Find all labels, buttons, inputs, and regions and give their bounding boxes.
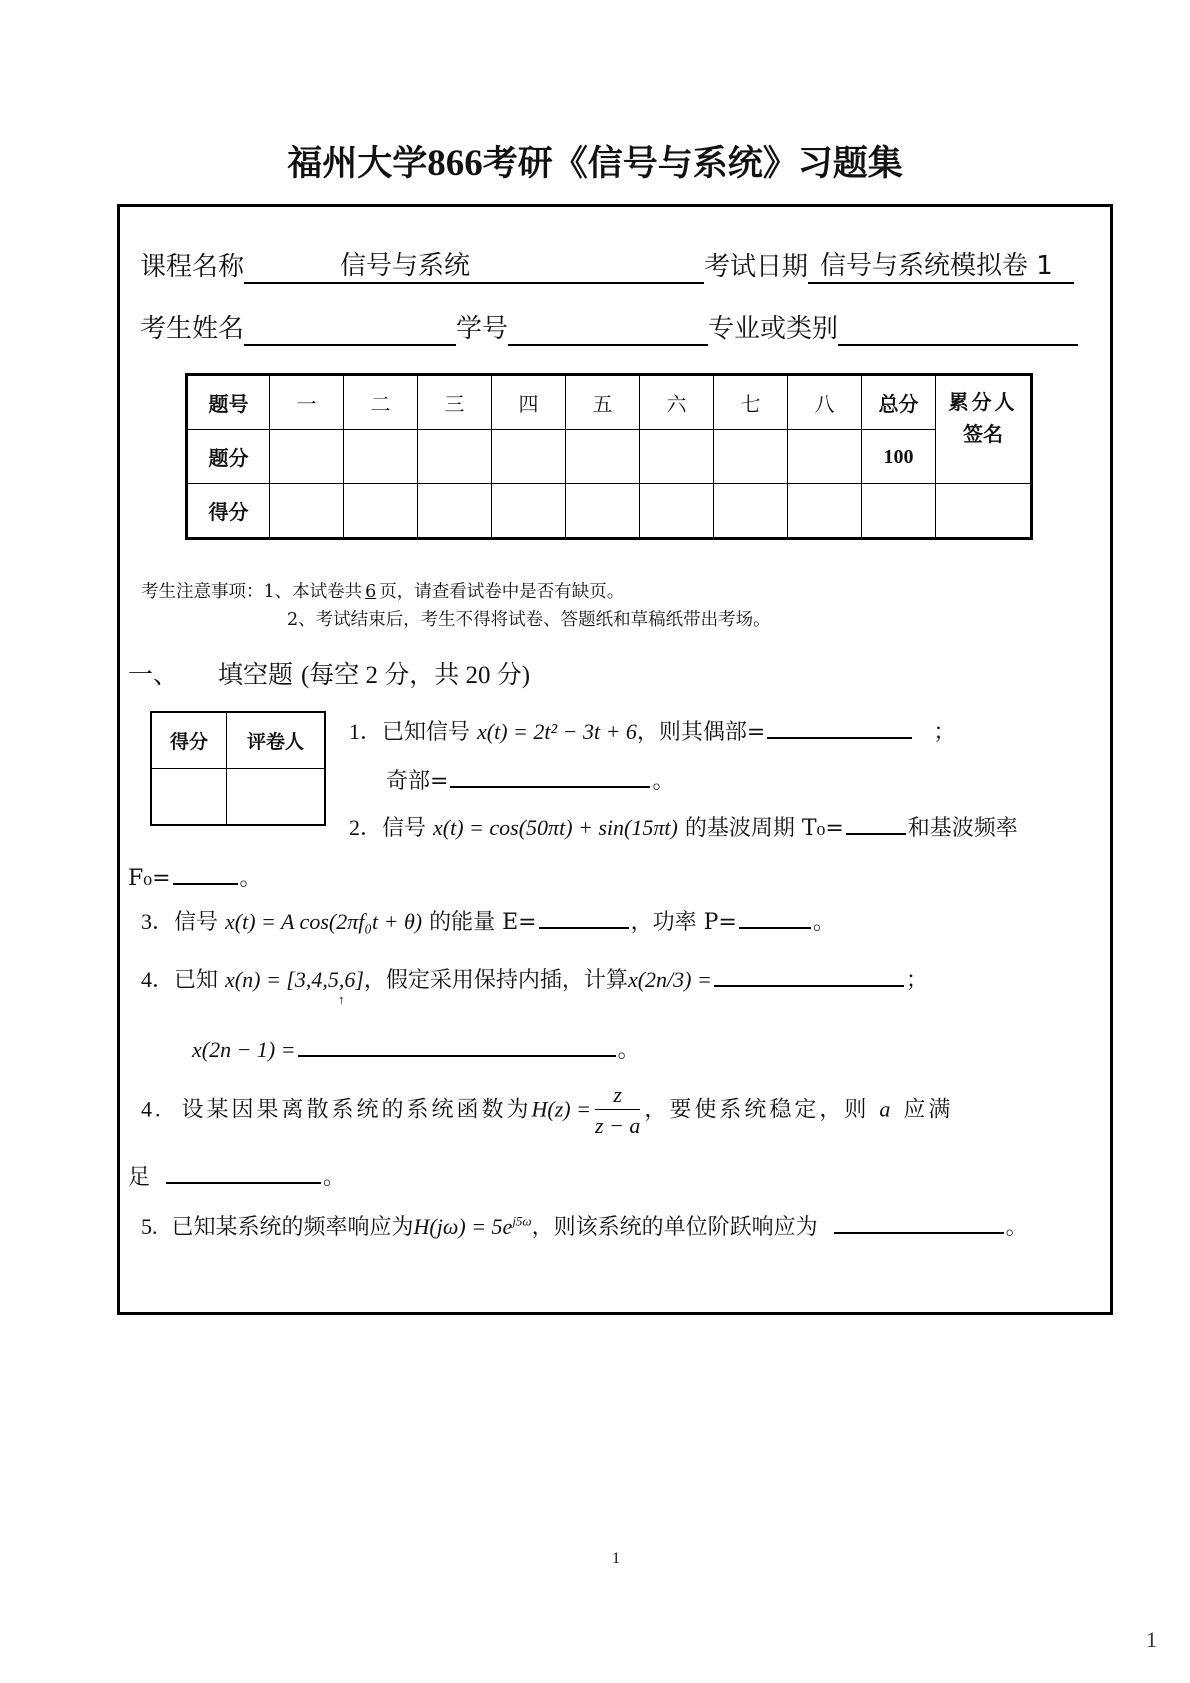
score-cell[interactable] <box>492 484 566 539</box>
q4-formula: x(n) = [3,4,5,6] <box>225 967 364 992</box>
row-label-question-number: 题号 <box>187 375 270 430</box>
q4b-numerator: z <box>595 1083 640 1110</box>
q4b-number: 4. <box>141 1096 164 1122</box>
q4-number: 4． <box>141 967 175 992</box>
question-2 <box>349 811 1018 842</box>
score-cell[interactable] <box>566 484 640 539</box>
score-table <box>185 373 1033 540</box>
q4b-end: 。 <box>323 1165 346 1190</box>
q4b-text-a: 设某因果离散系统的系统函数为 <box>181 1097 532 1123</box>
total-points: 100 <box>883 446 914 468</box>
course-row <box>140 250 1074 284</box>
q3-text-c: ，功率 P= <box>630 910 737 935</box>
q5-text-a: 已知某系统的频率响应为 <box>171 1215 414 1240</box>
notes-item1-a: 1、本试卷共 <box>263 582 363 602</box>
signer-cell[interactable] <box>936 375 1032 484</box>
notes-page-count: 6 <box>365 582 377 602</box>
score-cell[interactable] <box>714 484 788 539</box>
q3-text-b: 的能量 E= <box>429 910 537 935</box>
q2-f0-label: F₀= <box>128 866 171 891</box>
corner-page-number: 1 <box>1146 1627 1157 1652</box>
exam-date-field[interactable] <box>808 250 1074 284</box>
q5-text-b: ，则该系统的单位阶跃响应为 <box>531 1215 818 1240</box>
q4-end-a: ； <box>905 968 928 993</box>
table-row <box>187 430 1032 484</box>
grader-score-label: 得分 <box>151 712 227 769</box>
q5-end: 。 <box>1005 1215 1028 1240</box>
score-cell[interactable] <box>862 484 936 539</box>
q2-text-c: 和基波频率 <box>907 816 1018 841</box>
table-row <box>151 769 325 826</box>
question-3 <box>141 905 835 936</box>
q5-exponent: j5ω <box>512 1213 532 1229</box>
q1-formula: x(t) = 2t² − 3t + 6 <box>477 719 637 744</box>
q4-text-b: ，假定采用保持内插，计算 <box>363 968 628 993</box>
q1-odd-label: 奇部= <box>386 769 449 794</box>
col-6: 六 <box>640 375 714 430</box>
question-4b <box>141 1083 953 1138</box>
course-value: 信号与系统 <box>340 251 471 281</box>
q2-frequency-blank[interactable] <box>173 861 238 885</box>
points-cell[interactable] <box>788 430 862 484</box>
q2-text-b: 的基波周期 T₀= <box>684 816 844 841</box>
question-1 <box>349 715 955 746</box>
section-number: 一、 <box>128 660 179 689</box>
q3-power-blank[interactable] <box>739 905 811 929</box>
q1-text-b: ，则其偶部= <box>636 720 766 745</box>
col-4: 四 <box>492 375 566 430</box>
notes-line-2: 2、考试结束后，考生不得将试卷、答题纸和草稿纸带出考场。 <box>287 610 771 630</box>
q4-interp-blank[interactable] <box>714 963 904 987</box>
score-cell[interactable] <box>344 484 418 539</box>
q1-text-a: 已知信号 <box>382 720 471 745</box>
question-1-odd <box>386 764 674 795</box>
points-cell[interactable] <box>714 430 788 484</box>
student-id-label: 学号 <box>456 314 509 344</box>
grader-table <box>150 711 326 826</box>
score-cell[interactable] <box>418 484 492 539</box>
q4b-fraction <box>595 1083 640 1138</box>
q3-formula: x(t) = A cos(2πf₀t + θ) <box>225 909 423 934</box>
col-total: 总分 <box>862 375 936 430</box>
major-label: 专业或类别 <box>708 314 839 344</box>
q2-end: 。 <box>239 866 262 891</box>
q4-text-a: 已知 <box>174 968 219 993</box>
score-cell[interactable] <box>270 484 344 539</box>
q4b-text-c: 应满 <box>903 1097 954 1123</box>
q1-even-blank[interactable] <box>767 715 912 739</box>
title-code: 866 <box>427 143 483 184</box>
name-label: 考生姓名 <box>140 314 245 344</box>
major-field[interactable] <box>838 312 1078 346</box>
course-label: 课程名称 <box>140 252 245 282</box>
title-suffix: 考研《信号与系统》习题集 <box>482 144 903 184</box>
points-cell[interactable] <box>418 430 492 484</box>
score-cell[interactable] <box>788 484 862 539</box>
score-cell[interactable] <box>640 484 714 539</box>
exam-date-value: 信号与系统模拟卷 1 <box>820 251 1053 281</box>
q4-origin-marker: ↑ <box>338 992 345 1007</box>
q3-number: 3． <box>141 909 175 934</box>
q4b-var: a <box>879 1096 894 1122</box>
student-id-field[interactable] <box>508 312 708 346</box>
q2-number: 2． <box>349 815 383 840</box>
q3-energy-blank[interactable] <box>539 905 629 929</box>
col-8: 八 <box>788 375 862 430</box>
row-label-score: 得分 <box>187 484 270 539</box>
question-4-part-b <box>192 1033 640 1064</box>
points-cell[interactable] <box>640 430 714 484</box>
q4b-stability-blank[interactable] <box>166 1160 321 1184</box>
course-field[interactable] <box>244 250 704 284</box>
notes-item1-b: 页，请查看试卷中是否有缺页。 <box>379 582 625 602</box>
row-label-points: 题分 <box>187 430 270 484</box>
col-3: 三 <box>418 375 492 430</box>
q3-end: 。 <box>812 910 835 935</box>
col-5: 五 <box>566 375 640 430</box>
question-4b-cont <box>128 1160 345 1191</box>
q2-period-blank[interactable] <box>846 811 906 835</box>
q2-formula: x(t) = cos(50πt) + sin(15πt) <box>433 815 678 840</box>
table-row <box>187 375 1032 430</box>
q1-number: 1． <box>349 719 383 744</box>
q4-formula-c: x(2n − 1) = <box>192 1037 296 1062</box>
signer-label-1: 累分人 <box>948 390 1018 414</box>
col-1: 一 <box>270 375 344 430</box>
table-row <box>151 712 325 769</box>
q3-text-a: 信号 <box>174 910 219 935</box>
question-4 <box>141 963 928 994</box>
q5-number: 5. <box>141 1214 158 1239</box>
q4-end-b: 。 <box>617 1038 640 1063</box>
q5-step-response-blank[interactable] <box>834 1210 1004 1234</box>
col-2: 二 <box>344 375 418 430</box>
q4b-text-b: ，要使系统稳定，则 <box>644 1097 870 1123</box>
notes-line-1 <box>141 578 624 603</box>
grader-name-label: 评卷人 <box>227 712 326 769</box>
col-7: 七 <box>714 375 788 430</box>
signer-label-2: 签名 <box>963 422 1003 446</box>
title-prefix: 福州大学 <box>287 144 428 184</box>
signer-signature-cell[interactable] <box>936 484 1032 539</box>
q4b-denominator: z − a <box>594 1113 641 1138</box>
grader-name-cell[interactable] <box>227 769 326 826</box>
q4b-text-d: 足 <box>128 1165 151 1190</box>
section-header <box>128 655 530 691</box>
question-5 <box>141 1210 1028 1241</box>
student-row <box>140 312 1078 346</box>
q4-shift-blank[interactable] <box>298 1033 616 1057</box>
points-cell[interactable] <box>344 430 418 484</box>
q4-formula-b: x(2n/3) = <box>627 967 712 992</box>
q1-end-a: ； <box>933 720 956 745</box>
exam-date-label: 考试日期 <box>704 252 809 282</box>
page-number: 1 <box>612 1550 620 1567</box>
question-2-f0 <box>128 861 262 892</box>
section-title: 填空题 <box>218 660 294 689</box>
points-cell[interactable] <box>492 430 566 484</box>
points-cell[interactable] <box>270 430 344 484</box>
section-scoring: (每空 2 分，共 20 分) <box>300 662 531 689</box>
q2-text-a: 信号 <box>382 816 427 841</box>
table-row <box>187 484 1032 539</box>
document-title <box>0 136 1190 186</box>
q4b-formula-lhs: H(z) = <box>531 1096 591 1122</box>
q1-end-b: 。 <box>652 769 675 794</box>
total-points-cell <box>862 430 936 484</box>
grader-score-cell[interactable] <box>151 769 227 826</box>
q5-formula: H(jω) = 5e <box>413 1214 513 1239</box>
notes-label: 考生注意事项： <box>141 582 264 602</box>
points-cell[interactable] <box>566 430 640 484</box>
q1-odd-blank[interactable] <box>450 764 650 788</box>
name-field[interactable] <box>244 312 456 346</box>
